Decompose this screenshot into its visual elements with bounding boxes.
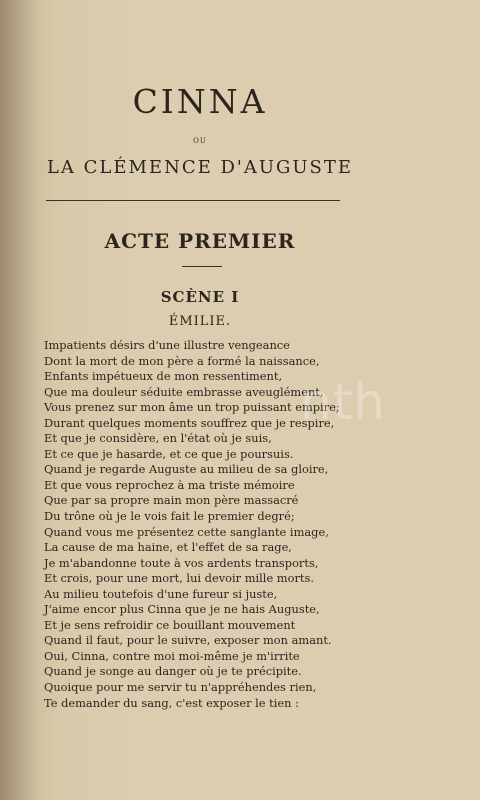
play-subtitle: LA CLÉMENCE D'AUGUSTE	[46, 157, 354, 178]
verse-line: Quand je songe au danger où je te précipite.	[44, 664, 302, 679]
verse-line: Quand je regarde Auguste au milieu de sa gloire,	[44, 462, 329, 477]
verse-line: Et ce que je hasarde, et ce que je poursuis.	[44, 446, 294, 461]
verse-line: J'aime encor plus Cinna que je ne hais Auguste,	[44, 602, 320, 617]
verse-line: Quand il faut, pour le suivre, exposer mon amant.	[44, 633, 332, 648]
watermark: nth	[300, 373, 386, 431]
verse-line: Durant quelques moments souffrez que je respire,	[44, 415, 335, 430]
verse-line: Impatients désirs d'une illustre vengeance	[44, 338, 290, 352]
verse-line: Et je sens refroidir ce bouillant mouvement	[44, 617, 296, 632]
verse-line: Vous prenez sur mon âme un trop puissant empire;	[44, 400, 340, 415]
verse-line: Je m'abandonne toute à vos ardents transports,	[44, 555, 319, 570]
verse-line: Oui, Cinna, contre moi moi-même je m'irrite	[44, 648, 300, 663]
verse-line: Au milieu toutefois d'une fureur si juste,	[44, 586, 278, 601]
verse-line: Et crois, pour une mort, lui devoir mille morts.	[44, 571, 314, 586]
verse-line: Quand vous me présentez cette sanglante image,	[44, 524, 329, 539]
act-divider	[182, 266, 222, 267]
verse-line: Enfants impétueux de mon ressentiment,	[44, 369, 283, 384]
speaker-name: ÉMILIE.	[168, 314, 232, 329]
verse-line: Et que vous reprochez à ma triste mémoire	[44, 477, 295, 492]
title-divider	[46, 200, 340, 201]
verse-line: La cause de ma haine, et l'effet de sa rage,	[44, 540, 292, 555]
verse-line: Du trône où je le vois fait le premier degré;	[44, 509, 295, 524]
verse-line: Te demander du sang, c'est exposer le tien :	[44, 695, 299, 710]
verse-line: Dont la mort de mon père a formé la naissance,	[44, 353, 320, 368]
act-heading: ACTE PREMIER	[104, 229, 296, 253]
scene-heading: SCÈNE I	[160, 288, 240, 306]
title-conjunction: OU	[193, 137, 207, 145]
play-title: CINNA	[132, 82, 268, 121]
verse-line: Et que je considère, en l'état où je suis,	[44, 431, 272, 446]
verse-line: Que ma douleur séduite embrasse aveuglément,	[44, 384, 324, 399]
verse-line: Que par sa propre main mon père massacré	[44, 493, 299, 508]
verse-line: Quoique pour me servir tu n'appréhendes rien,	[44, 680, 317, 695]
